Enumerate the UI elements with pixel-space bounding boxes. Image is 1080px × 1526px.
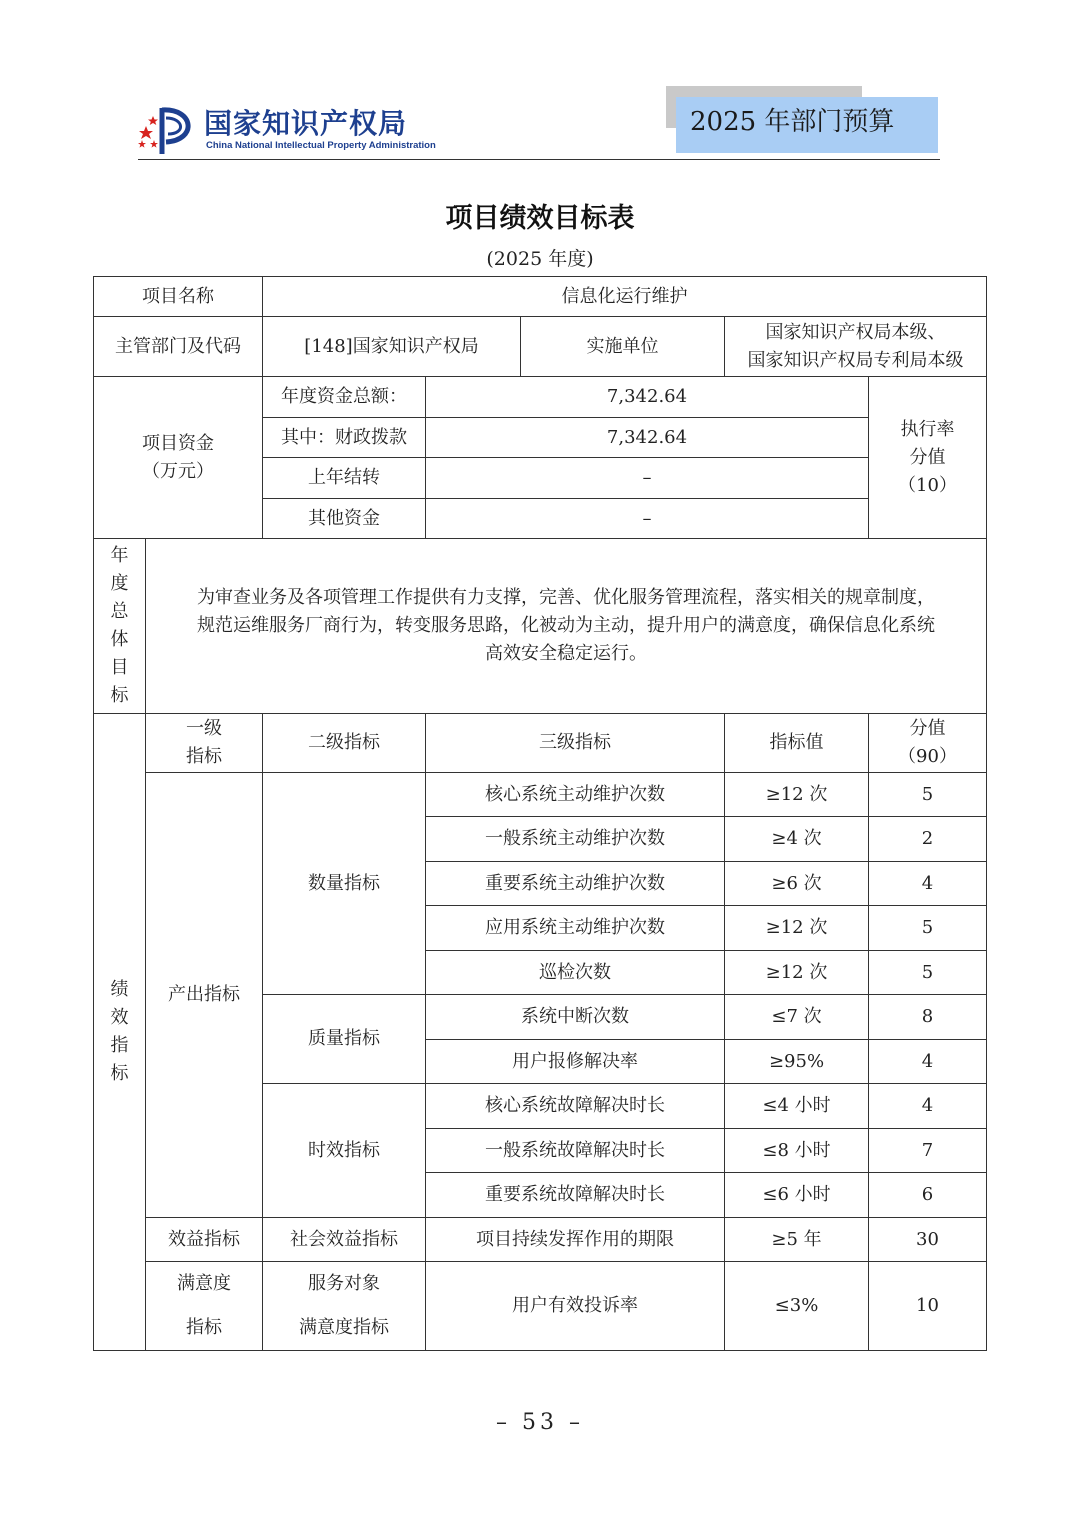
table-row — [94, 317, 987, 377]
header-level1 — [146, 714, 263, 773]
header-level3: 三级指标 — [426, 714, 725, 773]
satisfaction-indicator-label — [146, 1262, 263, 1351]
goal-label-char: 体 — [110, 629, 129, 650]
indicator-score: 5 — [869, 773, 987, 817]
goal-text-line: 高效安全稳定运行。 — [485, 643, 647, 664]
org-name-en: China National Intellectual Property Administration — [206, 140, 436, 151]
goal-text-line: 规范运维服务厂商行为，转变服务思路，化被动为主动，提升用户的满意度，确保信息化系统 — [197, 615, 935, 636]
exec-rate-line: 执行率 — [900, 418, 955, 440]
header-score-line: 分值 — [909, 718, 946, 739]
page-subtitle: (2025 年度) — [486, 248, 594, 270]
indicator-score: 10 — [869, 1262, 987, 1351]
indicator-value: ≤6 小时 — [725, 1173, 869, 1218]
header-score — [869, 714, 987, 773]
header-level1-line: 指标 — [186, 746, 222, 767]
table-row — [94, 1218, 987, 1262]
indicator-name: 系统中断次数 — [426, 995, 725, 1040]
annual-goal-label — [94, 539, 146, 714]
funds-row-label: 其他资金 — [263, 499, 426, 539]
indicator-value: ≥6 次 — [725, 862, 869, 906]
timeliness-indicator-label: 时效指标 — [263, 1084, 426, 1218]
funds-row-label: 年度资金总额： — [263, 377, 426, 418]
page-number: – 53 – — [496, 1410, 584, 1435]
funds-row-value: 7,342.64 — [426, 418, 869, 458]
performance-indicators-label — [94, 714, 146, 1351]
table-row — [94, 773, 987, 817]
dept-label: 主管部门及代码 — [94, 317, 263, 377]
table-row — [94, 539, 987, 714]
indicator-label-char: 标 — [110, 1063, 129, 1084]
goal-label-char: 度 — [110, 573, 129, 594]
indicator-label-char: 指 — [110, 1035, 129, 1056]
org-name-cn: 国家知识产权局 — [204, 107, 408, 140]
table-row — [94, 277, 987, 317]
indicator-score: 4 — [869, 862, 987, 906]
org-logo — [136, 100, 436, 160]
funds-label-line: 项目资金 — [142, 432, 214, 454]
indicator-name: 重要系统主动维护次数 — [426, 862, 725, 906]
funds-row-value: – — [426, 499, 869, 539]
indicator-score: 2 — [869, 817, 987, 862]
service-label-line: 服务对象 — [308, 1273, 380, 1294]
header-level2: 二级指标 — [263, 714, 426, 773]
goal-label-char: 年 — [110, 545, 129, 566]
funds-row-label: 其中：财政拨款 — [263, 418, 426, 458]
cnipa-emblem-icon — [136, 104, 200, 156]
indicator-score: 8 — [869, 995, 987, 1040]
exec-rate-line: 分值 — [909, 446, 946, 468]
quantity-indicator-label: 数量指标 — [263, 773, 426, 995]
exec-rate-cell — [869, 377, 987, 539]
annual-goal-text — [146, 539, 987, 714]
indicator-value: ≥5 年 — [725, 1218, 869, 1262]
indicator-name: 巡检次数 — [426, 951, 725, 995]
indicator-score: 7 — [869, 1129, 987, 1173]
indicator-score: 5 — [869, 951, 987, 995]
funds-label — [94, 377, 263, 539]
funds-label-line: （万元） — [142, 460, 214, 482]
social-benefit-label: 社会效益指标 — [263, 1218, 426, 1262]
indicator-value: ≤4 小时 — [725, 1084, 869, 1129]
impl-unit-line: 国家知识产权局专利局本级 — [747, 349, 964, 371]
table-row — [94, 377, 987, 418]
budget-label: 2025 年部门预算 — [676, 97, 938, 153]
project-name-label: 项目名称 — [94, 277, 263, 317]
quality-indicator-label: 质量指标 — [263, 995, 426, 1084]
funds-row-value: 7,342.64 — [426, 377, 869, 418]
indicator-value: ≤3% — [725, 1262, 869, 1351]
page-title: 项目绩效目标表 — [445, 203, 635, 234]
indicator-name: 重要系统故障解决时长 — [426, 1173, 725, 1218]
goal-label-char: 总 — [110, 601, 129, 622]
goal-label-char: 标 — [110, 685, 129, 706]
indicator-score: 30 — [869, 1218, 987, 1262]
indicator-score: 4 — [869, 1040, 987, 1084]
satisfaction-label-line: 指标 — [186, 1317, 222, 1338]
indicator-score: 5 — [869, 906, 987, 951]
goal-text-line: 为审查业务及各项管理工作提供有力支撑，完善、优化服务管理流程，落实相关的规章制度， — [197, 587, 935, 608]
indicator-value: ≤8 小时 — [725, 1129, 869, 1173]
indicator-name: 一般系统主动维护次数 — [426, 817, 725, 862]
indicator-value: ≥95% — [725, 1040, 869, 1084]
indicator-value: ≥12 次 — [725, 773, 869, 817]
indicator-name: 用户报修解决率 — [426, 1040, 725, 1084]
funds-row-value: – — [426, 458, 869, 499]
indicator-name: 核心系统故障解决时长 — [426, 1084, 725, 1129]
table-row — [94, 1262, 987, 1351]
exec-rate-line: （10） — [898, 474, 957, 496]
indicator-label-char: 效 — [110, 1007, 129, 1028]
indicator-score: 4 — [869, 1084, 987, 1129]
indicator-name: 项目持续发挥作用的期限 — [426, 1218, 725, 1262]
indicator-value: ≤7 次 — [725, 995, 869, 1040]
indicator-value: ≥12 次 — [725, 906, 869, 951]
output-indicator-label: 产出指标 — [146, 773, 263, 1218]
impl-unit-line: 国家知识产权局本级、 — [765, 321, 946, 343]
indicator-score: 6 — [869, 1173, 987, 1218]
goal-label-char: 目 — [110, 657, 129, 678]
impl-unit-value — [725, 317, 987, 377]
dept-value: [148]国家知识产权局 — [263, 317, 521, 377]
header-divider — [138, 159, 940, 160]
funds-row-label: 上年结转 — [263, 458, 426, 499]
indicator-name: 一般系统故障解决时长 — [426, 1129, 725, 1173]
header-value: 指标值 — [725, 714, 869, 773]
indicator-value: ≥4 次 — [725, 817, 869, 862]
header-score-line: （90） — [898, 746, 957, 767]
service-label-line: 满意度指标 — [299, 1317, 389, 1338]
indicator-name: 核心系统主动维护次数 — [426, 773, 725, 817]
indicator-label-char: 绩 — [110, 979, 129, 1000]
satisfaction-label-line: 满意度 — [177, 1273, 231, 1294]
service-satisfaction-label — [263, 1262, 426, 1351]
project-name-value: 信息化运行维护 — [263, 277, 987, 317]
indicator-name: 应用系统主动维护次数 — [426, 906, 725, 951]
indicator-name: 用户有效投诉率 — [426, 1262, 725, 1351]
indicator-value: ≥12 次 — [725, 951, 869, 995]
benefit-indicator-label: 效益指标 — [146, 1218, 263, 1262]
impl-unit-label: 实施单位 — [521, 317, 725, 377]
performance-table — [93, 276, 987, 1351]
table-row — [94, 714, 987, 773]
header-level1-line: 一级 — [186, 718, 222, 739]
